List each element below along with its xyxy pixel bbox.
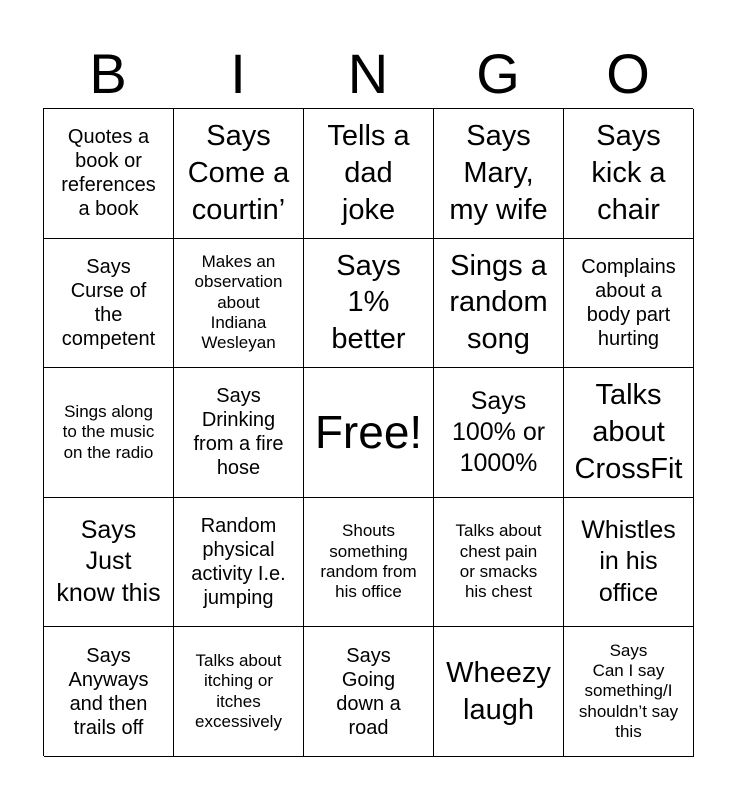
bingo-free-cell[interactable] [304,368,434,498]
cell-text: Talks about CrossFit [574,379,683,485]
cell-text: Tells a dad joke [327,120,410,226]
cell-text: Talks about itching or itches excessively [195,650,282,732]
cell-text: Says Anyways and then trails off [68,644,149,739]
header-letter-g: G [476,42,520,105]
bingo-cell[interactable] [564,498,694,628]
bingo-cell[interactable] [44,368,174,498]
cell-text: Says 1% better [331,249,406,356]
cell-text: Says Curse of the competent [61,255,156,350]
bingo-cell[interactable] [174,239,304,369]
bingo-cell[interactable] [44,239,174,369]
cell-text: Shouts something random from his office [320,521,417,602]
bingo-cell[interactable] [304,498,434,628]
cell-text: Says 100% or 1000% [451,386,546,478]
header-letter-n: N [347,42,389,105]
bingo-cell[interactable] [174,498,304,628]
cell-text: Random physical activity I.e. jumping [191,515,286,610]
bingo-cell[interactable] [304,239,434,369]
bingo-cell[interactable] [434,109,564,239]
bingo-cell[interactable] [434,498,564,628]
bingo-cell[interactable] [304,109,434,239]
bingo-cell[interactable] [434,368,564,498]
bingo-cell[interactable] [434,627,564,757]
cell-text: Complains about a body part hurting [581,255,676,350]
bingo-cell[interactable] [44,498,174,628]
cell-text: Sings a random song [449,249,548,356]
bingo-cell[interactable] [44,627,174,757]
bingo-cell[interactable] [174,368,304,498]
bingo-cell[interactable] [44,109,174,239]
bingo-cell[interactable] [304,627,434,757]
bingo-cell[interactable] [564,109,694,239]
bingo-header [43,42,693,106]
cell-text: Says Mary, my wife [449,120,548,226]
cell-text: Quotes a book or references a book [61,126,156,221]
header-letter-b: B [89,42,127,105]
cell-text: Makes an observation about Indiana Wesleyan [194,251,283,353]
cell-text: Talks about chest pain or smacks his chest [455,521,542,602]
cell-text: Says Going down a road [336,644,401,739]
cell-text: Wheezy laugh [446,656,551,726]
cell-text: Sings along to the music on the radio [62,401,155,462]
bingo-cell[interactable] [564,627,694,757]
bingo-cell[interactable] [434,239,564,369]
header-letter-i: I [230,42,246,105]
cell-text: Says Come a courtin’ [187,120,290,226]
cell-text: Says kick a chair [591,120,666,226]
bingo-cell[interactable] [564,368,694,498]
free-space-label: Free! [314,405,423,458]
cell-text: Says Drinking from a fire hose [193,385,284,480]
bingo-cell[interactable] [174,627,304,757]
bingo-cell[interactable] [174,109,304,239]
bingo-cell[interactable] [564,239,694,369]
cell-text: Says Can I say something/I shouldn’t say this [578,640,679,742]
cell-text: Whistles in his office [581,516,676,607]
cell-text: Says Just know this [56,516,161,607]
bingo-grid [43,108,693,756]
header-letter-o: O [606,42,650,105]
